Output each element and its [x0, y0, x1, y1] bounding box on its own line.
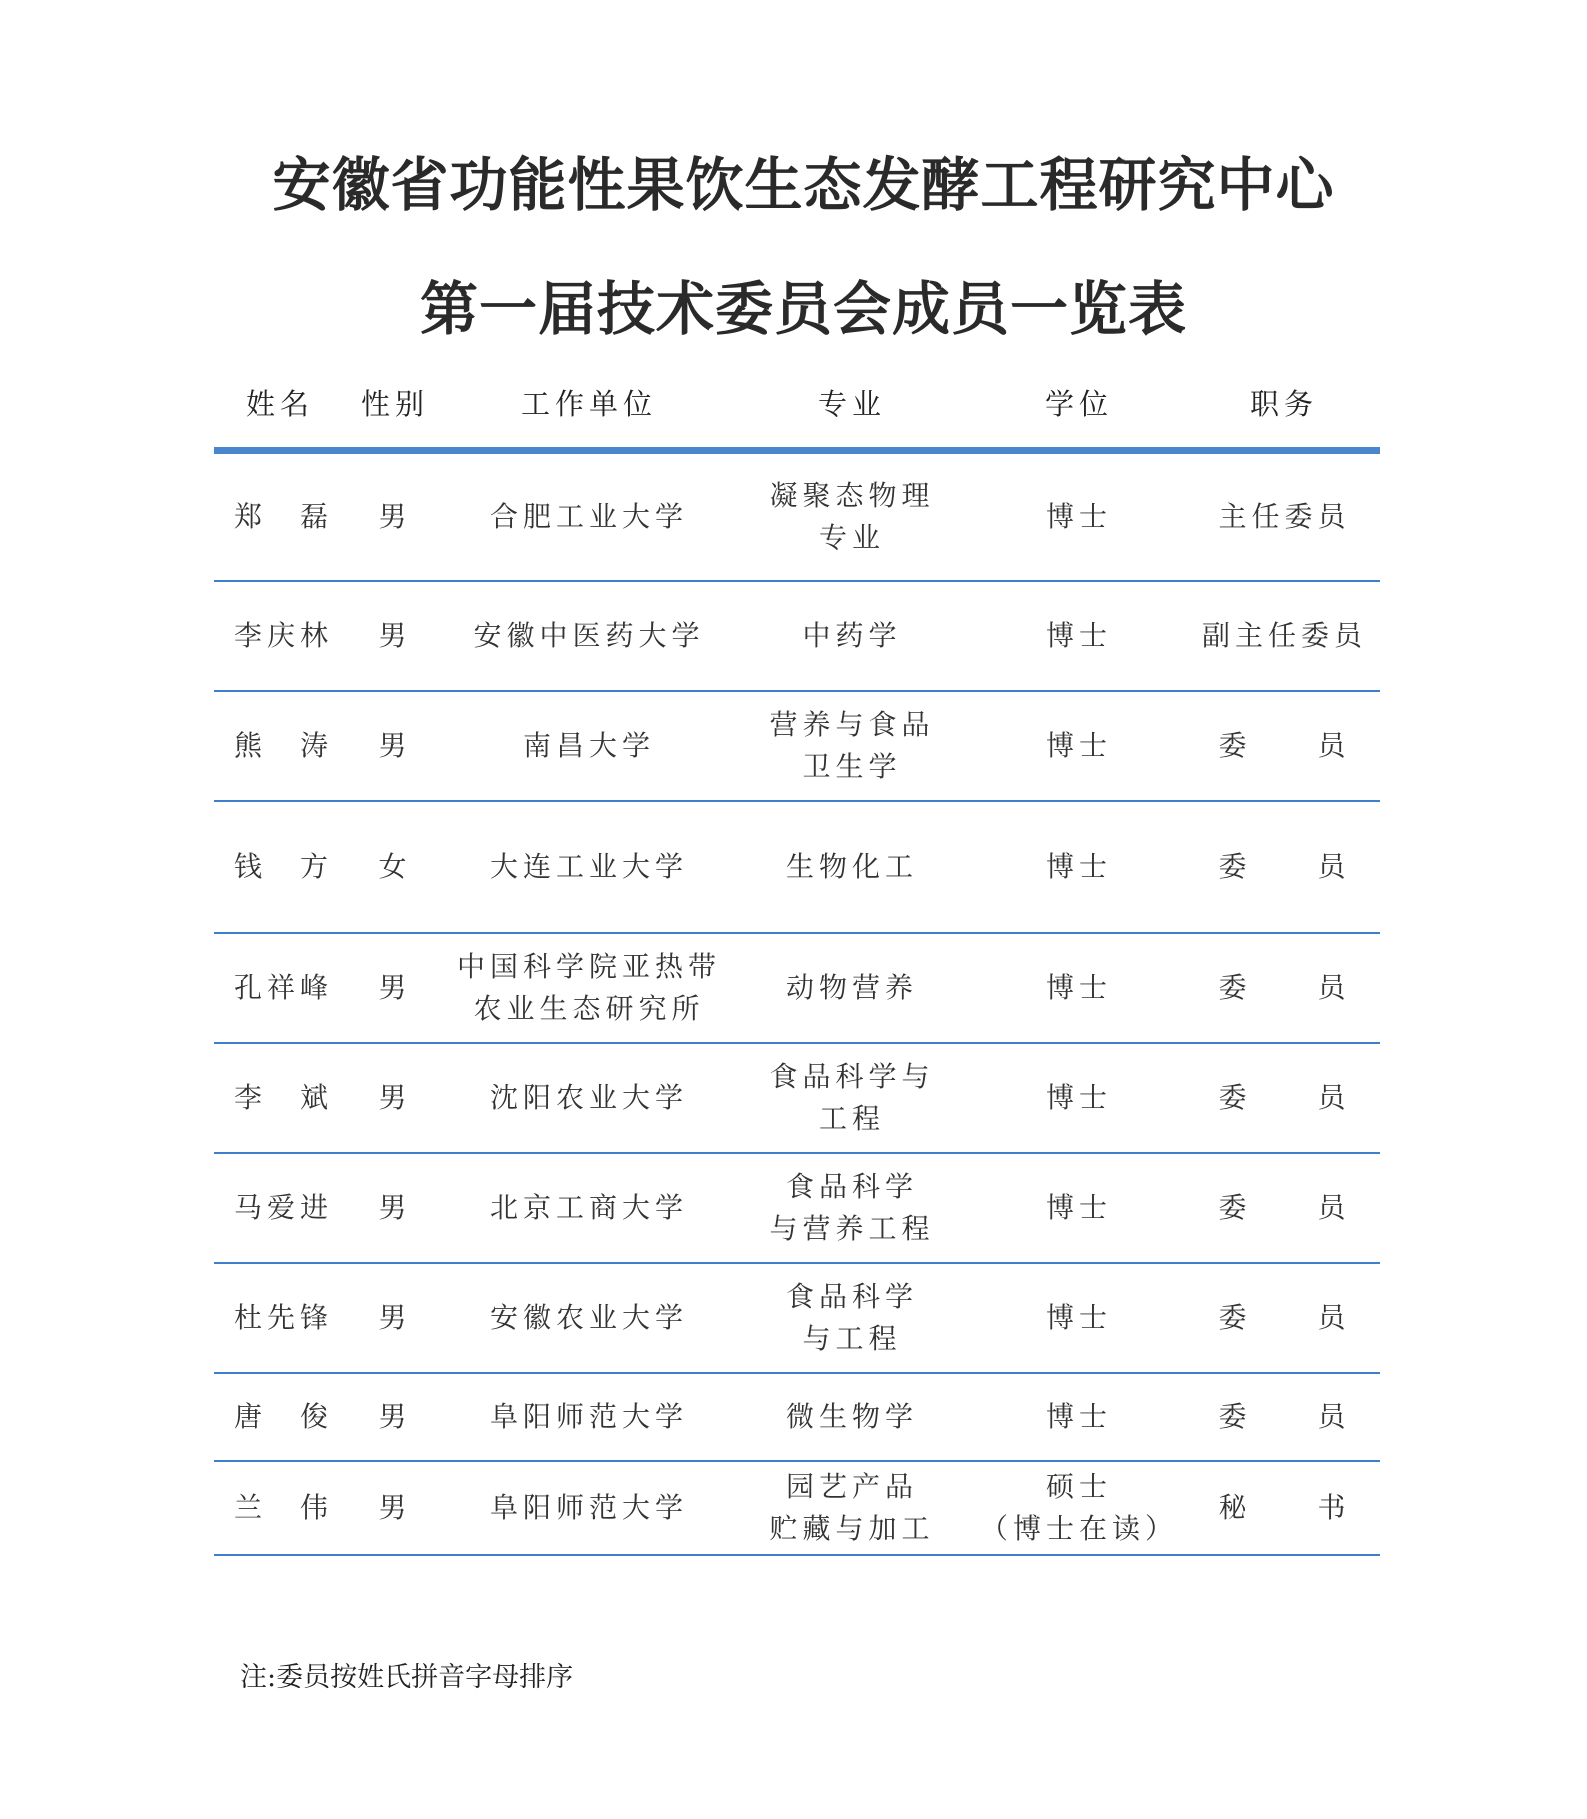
header-unit: 工作单位 — [444, 357, 734, 451]
cell-name: 兰 伟 — [214, 1461, 346, 1555]
table-row — [214, 1461, 1380, 1555]
cell-degree: 博士 — [970, 1043, 1188, 1153]
table-row — [214, 801, 1380, 933]
document-title-line2: 第一届技术委员会成员一览表 — [419, 275, 1187, 343]
cell-unit: 沈阳农业大学 — [444, 1043, 734, 1153]
cell-major: 动物营养 — [734, 933, 970, 1043]
cell-degree: 博士 — [970, 933, 1188, 1043]
table-row — [214, 1373, 1380, 1461]
table-header-row — [214, 357, 1380, 451]
cell-position: 委 员 — [1188, 933, 1380, 1043]
header-degree: 学位 — [970, 357, 1188, 451]
cell-unit: 北京工商大学 — [444, 1153, 734, 1263]
cell-position: 委 员 — [1188, 1153, 1380, 1263]
cell-unit: 中国科学院亚热带 农业生态研究所 — [444, 933, 734, 1043]
header-gender: 性别 — [346, 357, 444, 451]
cell-gender: 男 — [346, 1043, 444, 1153]
cell-unit: 大连工业大学 — [444, 801, 734, 933]
cell-gender: 男 — [346, 451, 444, 581]
cell-name: 杜先锋 — [214, 1263, 346, 1373]
cell-name: 郑 磊 — [214, 451, 346, 581]
header-major: 专业 — [734, 357, 970, 451]
table-row — [214, 1263, 1380, 1373]
cell-position: 主任委员 — [1188, 451, 1380, 581]
table-body — [214, 451, 1380, 1555]
cell-gender: 男 — [346, 1461, 444, 1555]
cell-position: 委 员 — [1188, 691, 1380, 801]
cell-major: 园艺产品 贮藏与加工 — [734, 1461, 970, 1555]
cell-gender: 女 — [346, 801, 444, 933]
cell-unit: 南昌大学 — [444, 691, 734, 801]
cell-name: 钱 方 — [214, 801, 346, 933]
header-position: 职务 — [1188, 357, 1380, 451]
cell-degree: 博士 — [970, 1373, 1188, 1461]
cell-position: 委 员 — [1188, 801, 1380, 933]
cell-gender: 男 — [346, 1153, 444, 1263]
cell-major: 食品科学 与营养工程 — [734, 1153, 970, 1263]
cell-name: 李庆林 — [214, 581, 346, 691]
table-row — [214, 581, 1380, 691]
cell-position: 秘 书 — [1188, 1461, 1380, 1555]
cell-major: 凝聚态物理 专业 — [734, 451, 970, 581]
cell-position: 委 员 — [1188, 1373, 1380, 1461]
table-row — [214, 1153, 1380, 1263]
cell-degree: 博士 — [970, 691, 1188, 801]
cell-position: 副主任委员 — [1188, 581, 1380, 691]
cell-gender: 男 — [346, 933, 444, 1043]
cell-gender: 男 — [346, 1263, 444, 1373]
document-title-line1: 安徽省功能性果饮生态发酵工程研究中心 — [272, 151, 1335, 219]
cell-major: 中药学 — [734, 581, 970, 691]
cell-degree: 博士 — [970, 1153, 1188, 1263]
cell-major: 微生物学 — [734, 1373, 970, 1461]
table-row — [214, 1043, 1380, 1153]
cell-name: 马爱进 — [214, 1153, 346, 1263]
cell-gender: 男 — [346, 1373, 444, 1461]
cell-position: 委 员 — [1188, 1263, 1380, 1373]
header-name: 姓名 — [214, 357, 346, 451]
cell-unit: 阜阳师范大学 — [444, 1461, 734, 1555]
table-row — [214, 451, 1380, 581]
cell-degree: 博士 — [970, 581, 1188, 691]
cell-name: 唐 俊 — [214, 1373, 346, 1461]
cell-degree: 博士 — [970, 1263, 1188, 1373]
cell-degree: 博士 — [970, 451, 1188, 581]
footnote: 注:委员按姓氏拼音字母排序 — [240, 1662, 574, 1693]
cell-unit: 安徽中医药大学 — [444, 581, 734, 691]
cell-major: 生物化工 — [734, 801, 970, 933]
cell-major: 食品科学 与工程 — [734, 1263, 970, 1373]
cell-unit: 阜阳师范大学 — [444, 1373, 734, 1461]
cell-major: 食品科学与 工程 — [734, 1043, 970, 1153]
cell-name: 熊 涛 — [214, 691, 346, 801]
table-row — [214, 691, 1380, 801]
cell-degree: 博士 — [970, 801, 1188, 933]
cell-name: 孔祥峰 — [214, 933, 346, 1043]
members-table — [214, 357, 1380, 1556]
cell-gender: 男 — [346, 581, 444, 691]
cell-degree: 硕士 （博士在读） — [970, 1461, 1188, 1555]
cell-unit: 合肥工业大学 — [444, 451, 734, 581]
cell-major: 营养与食品 卫生学 — [734, 691, 970, 801]
cell-name: 李 斌 — [214, 1043, 346, 1153]
table-row — [214, 933, 1380, 1043]
cell-gender: 男 — [346, 691, 444, 801]
cell-position: 委 员 — [1188, 1043, 1380, 1153]
cell-unit: 安徽农业大学 — [444, 1263, 734, 1373]
